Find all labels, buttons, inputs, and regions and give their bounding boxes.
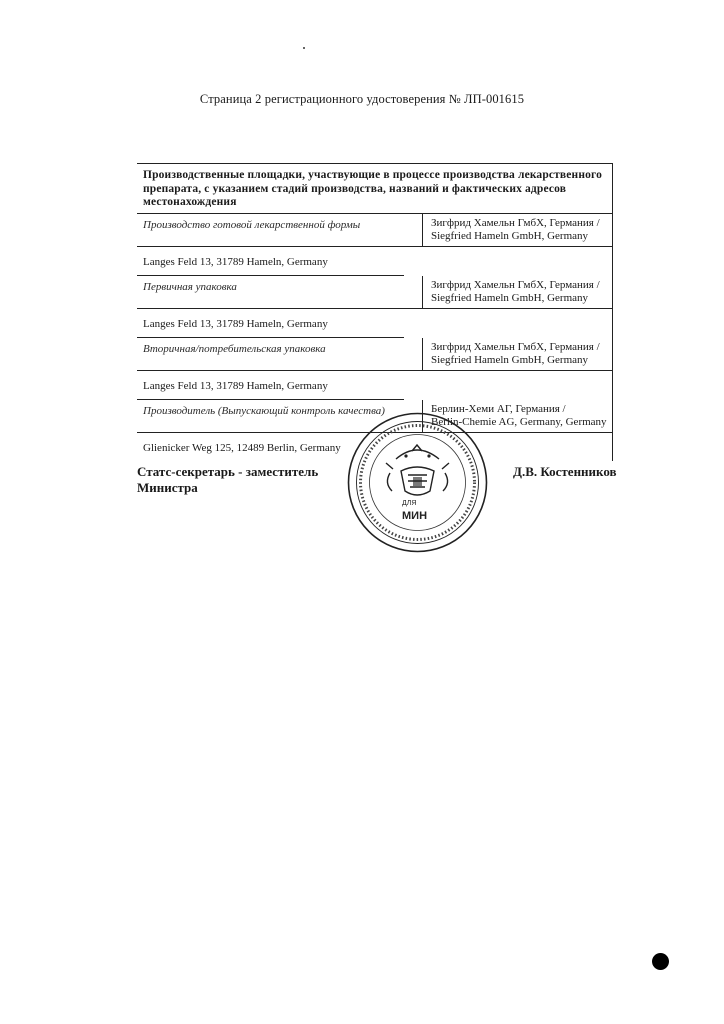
site-address: Glienicker Weg 125, 12489 Berlin, Germany xyxy=(143,441,341,454)
company-cell xyxy=(422,338,612,370)
table-row xyxy=(137,214,612,247)
company-name-en: Siegfried Hameln GmbH, Germany xyxy=(431,291,589,304)
scan-speck xyxy=(303,47,305,49)
site-address: Langes Feld 13, 31789 Hameln, Germany xyxy=(137,247,404,276)
stage-name: Вторичная/потребительская упаковка xyxy=(143,342,326,355)
page-title: Страница 2 регистрационного удостоверения № ЛП-001615 xyxy=(199,92,525,106)
seal-bottom-text: МИН xyxy=(402,510,428,522)
site-address: Langes Feld 13, 31789 Hameln, Germany xyxy=(137,371,404,400)
signer-position xyxy=(137,464,318,496)
company-cell xyxy=(422,214,612,246)
company-name-en: Siegfried Hameln GmbH, Germany xyxy=(431,229,589,242)
registration-mark-icon xyxy=(652,953,669,970)
signer-name: Д.В. Костенников xyxy=(513,464,617,479)
company-name-en: Siegfried Hameln GmbH, Germany xyxy=(431,353,589,366)
site-address: Langes Feld 13, 31789 Hameln, Germany xyxy=(137,309,404,338)
table-heading: Производственные площадки, участвующие в процессе производства лекарственного препарата, с указанием стадий производства, названий и фактических адресов местонахождения xyxy=(137,164,612,214)
stage-name: Производитель (Выпускающий контроль качества) xyxy=(143,404,385,417)
company-name-ru: Зигфрид Хамельн ГмбХ, Германия / xyxy=(431,340,600,353)
company-name-ru: Зигфрид Хамельн ГмбХ, Германия / xyxy=(431,216,600,229)
stage-name: Производство готовой лекарственной формы xyxy=(143,218,361,231)
stage-name: Первичная упаковка xyxy=(143,280,237,293)
company-name-en: Berlin-Chemie AG, Germany, Germany xyxy=(431,415,607,428)
company-name-ru: Берлин-Хеми АГ, Германия / xyxy=(431,402,566,415)
table-row xyxy=(137,338,612,371)
signer-position-line: Министра xyxy=(137,480,198,495)
company-name-ru: Зигфрид Хамельн ГмбХ, Германия / xyxy=(431,278,600,291)
official-seal-icon xyxy=(346,411,489,554)
table-row xyxy=(137,276,612,309)
signer-position-line: Статс-секретарь - заместитель xyxy=(137,464,319,479)
company-cell xyxy=(422,276,612,308)
seal-inner-text: ДЛЯ xyxy=(402,500,417,507)
